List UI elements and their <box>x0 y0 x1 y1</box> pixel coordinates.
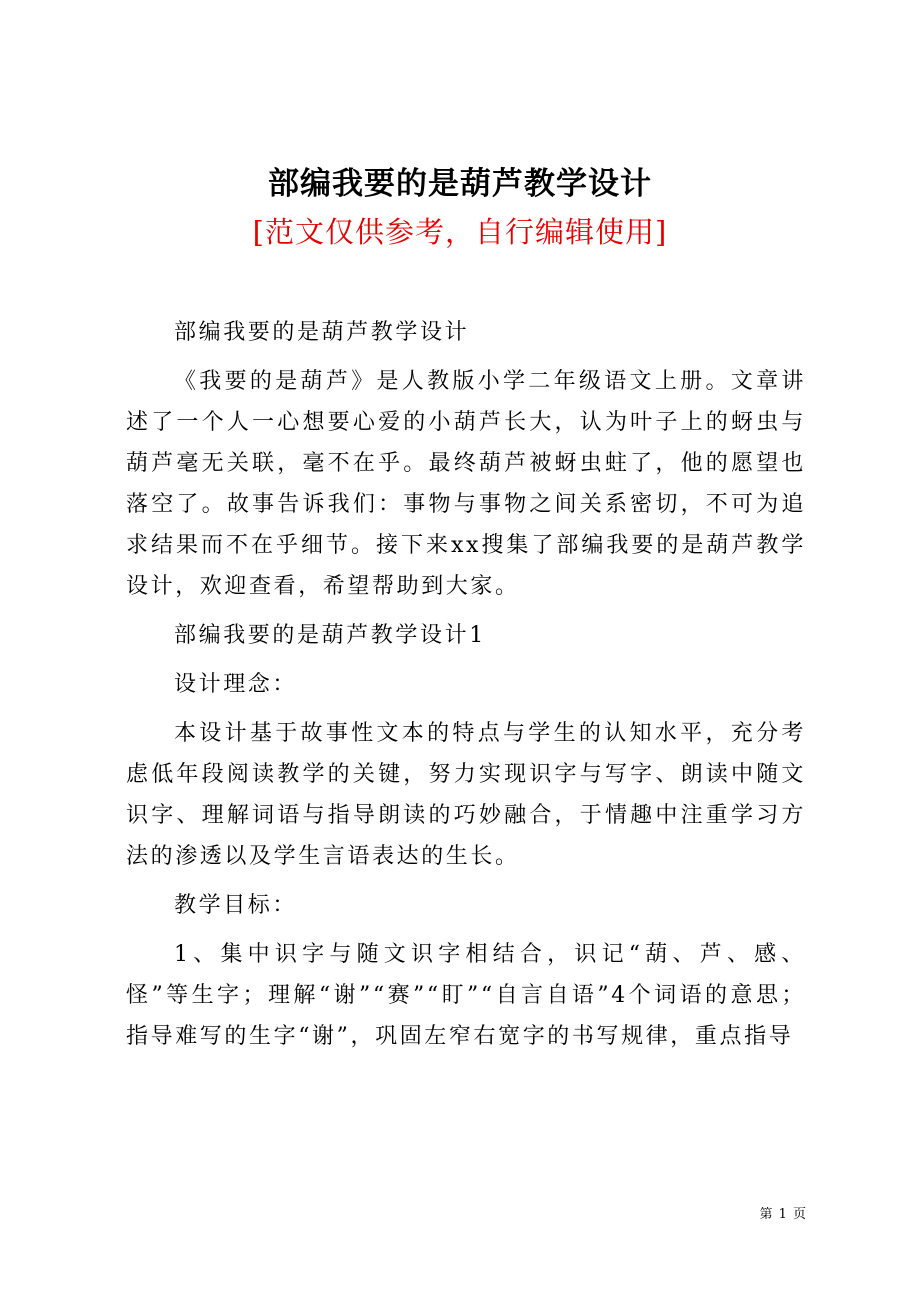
paragraph-teaching-goal-1: 1、集中识字与随文识字相结合，识记“葫、芦、感、怪”等生字；理解“谢”“赛”“盯”“自言自语”4个词语的意思；指导难写的生字“谢”，巩固左窄右宽字的书写规律，重点指导 <box>126 942 806 1049</box>
paragraph-teaching-goals-label: 教学目标： <box>174 893 298 918</box>
document-title: 部编我要的是葫芦教学设计 <box>268 166 652 202</box>
paragraph-heading: 部编我要的是葫芦教学设计 <box>174 320 470 345</box>
paragraph-design-concept: 本设计基于故事性文本的特点与学生的认知水平，充分考虑低年段阅读教学的关键，努力实现识字与写字、朗读中随文识字、理解词语与指导朗读的巧妙融合，于情趣中注重学习方法的渗透以及学生言语表达的生长。 <box>126 721 806 869</box>
paragraph-design-concept-label: 设计理念： <box>174 672 298 697</box>
document-subtitle: [范文仅供参考，自行编辑使用] <box>252 215 668 249</box>
paragraph-section-title: 部编我要的是葫芦教学设计1 <box>174 623 486 648</box>
paragraph-intro: 《我要的是葫芦》是人教版小学二年级语文上册。文章讲述了一个人一心想要心爱的小葫芦长大，认为叶子上的蚜虫与葫芦毫无关联，毫不在乎。最终葫芦被蚜虫蛀了，他的愿望也落空了。故事告诉我们：事物与事物之间关系密切，不可为追求结果而不在乎细节。接下来xx搜集了部编我要的是葫芦教学设计，欢迎查看，希望帮助到大家。 <box>126 369 806 599</box>
document-body <box>126 312 806 1057</box>
page-number: 第 1 页 <box>759 1207 807 1222</box>
